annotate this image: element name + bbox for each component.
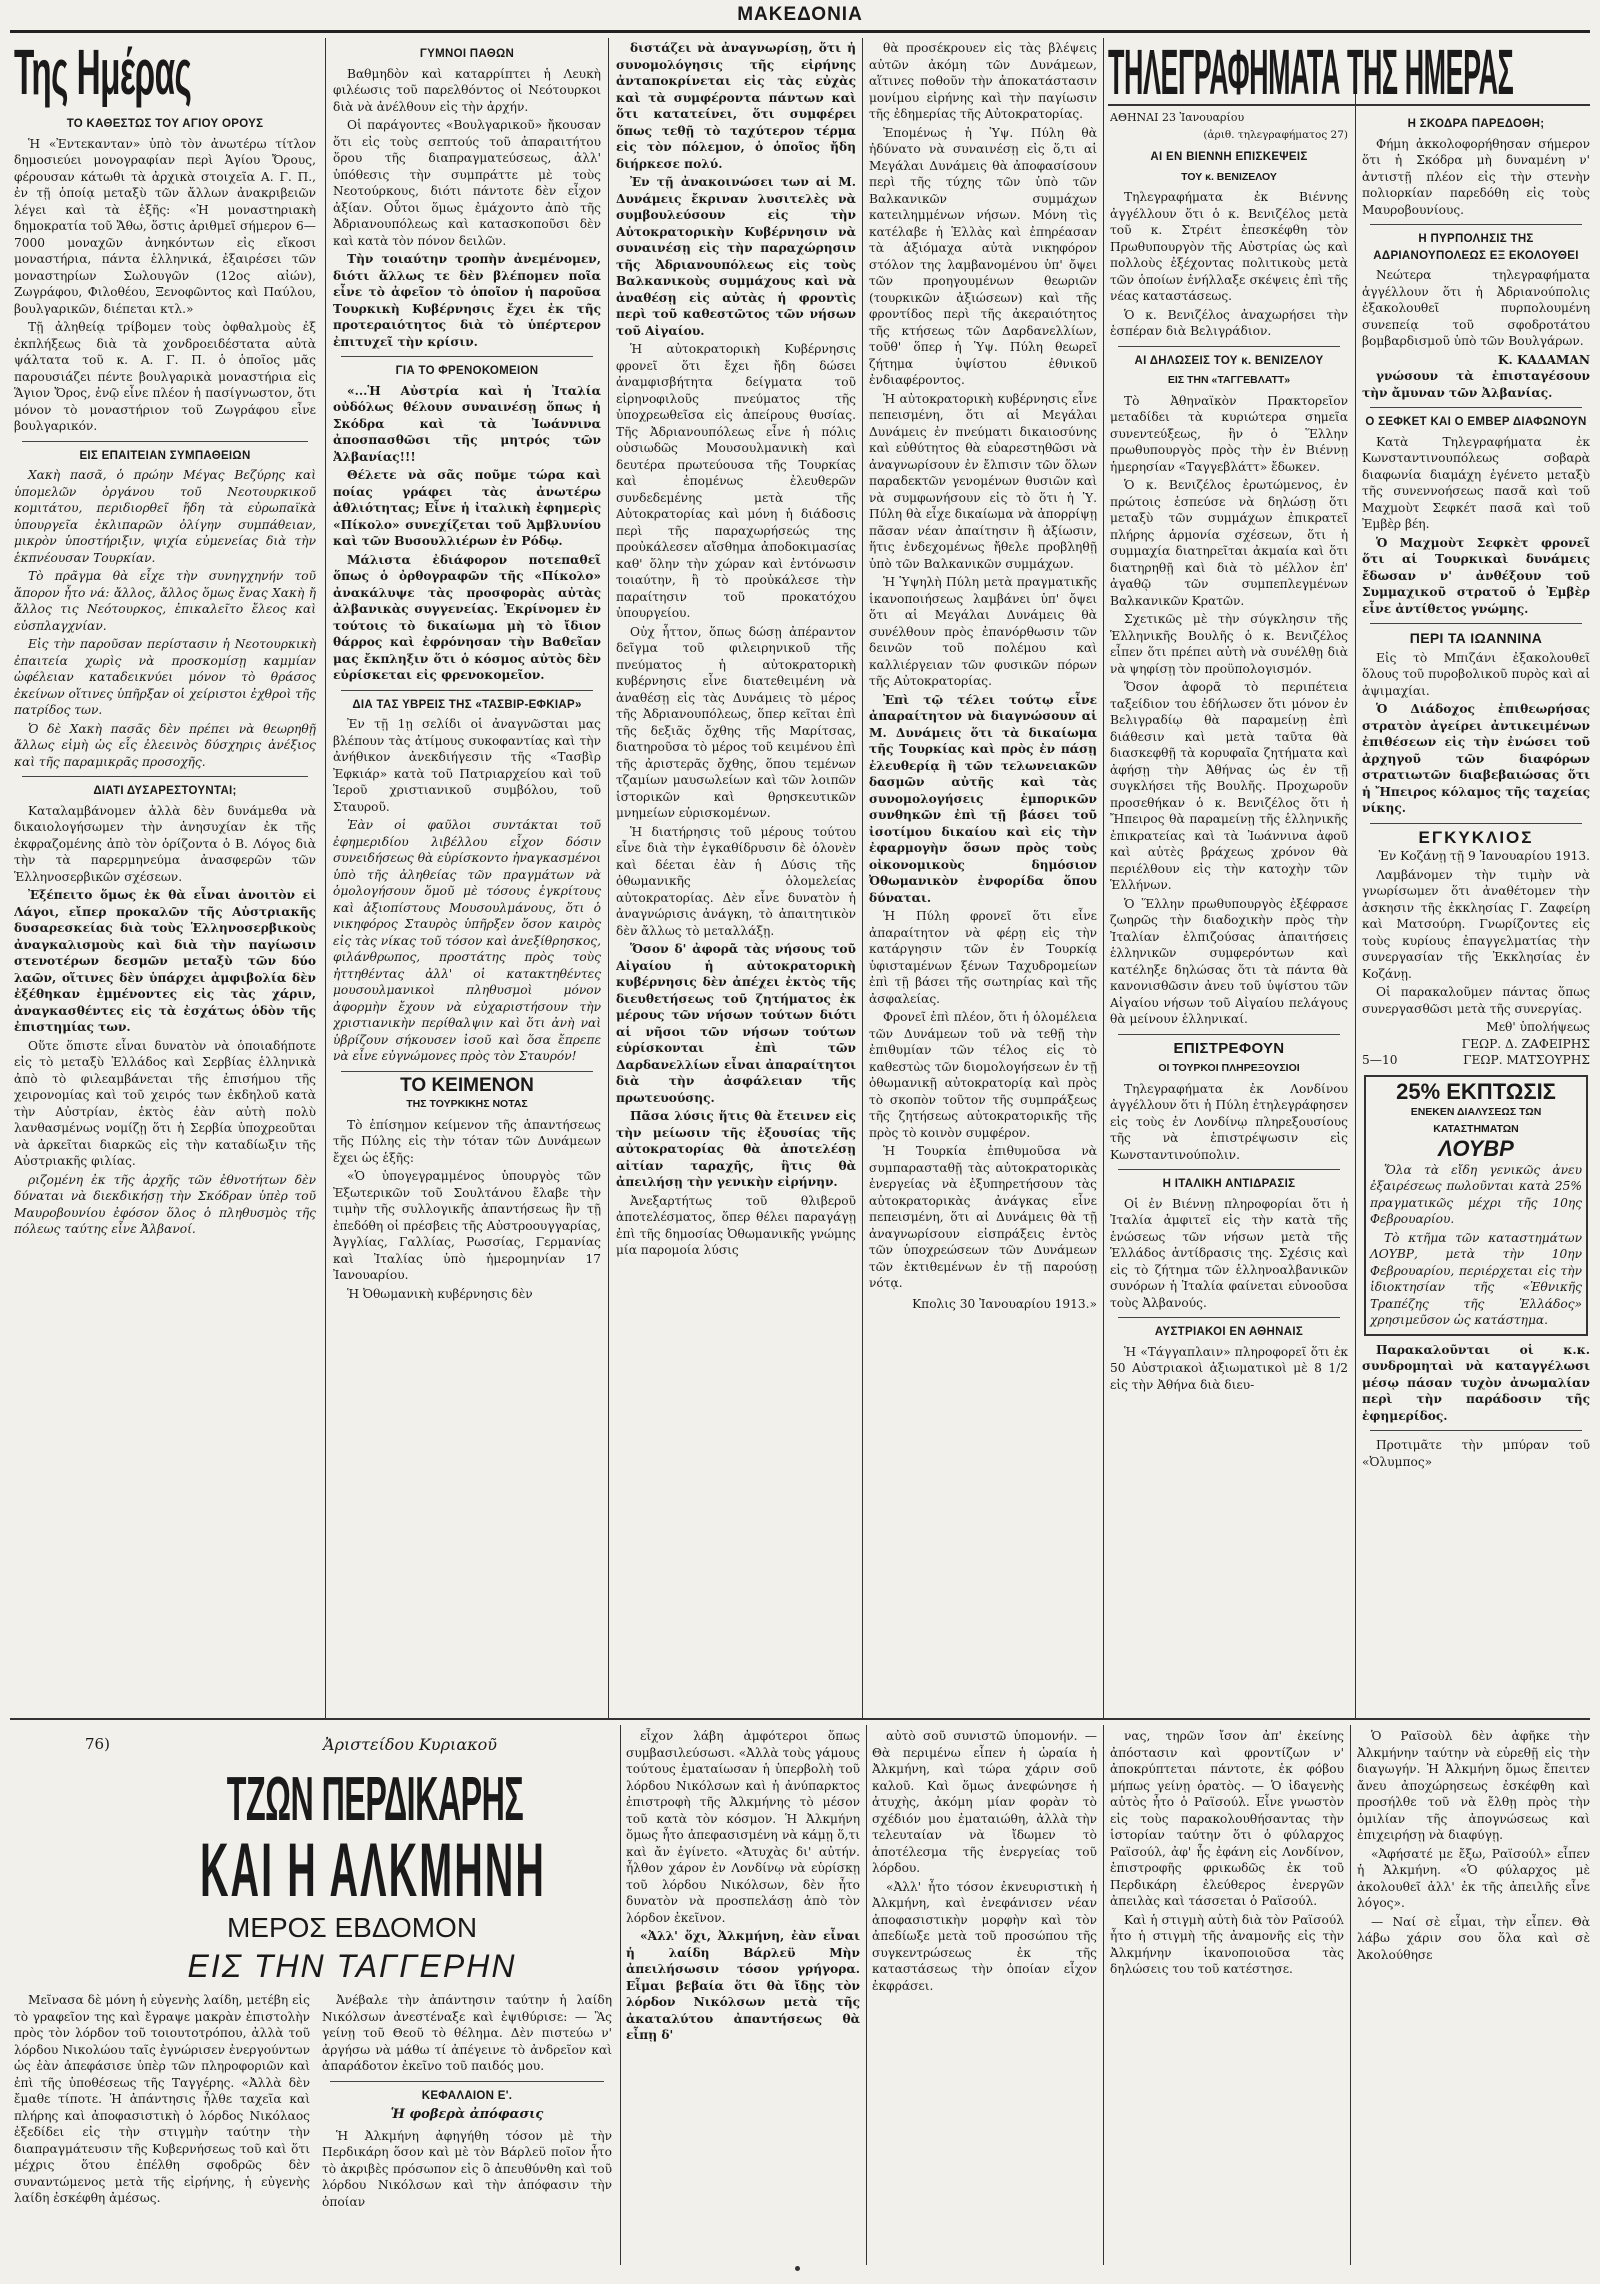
divider: [1118, 346, 1340, 347]
dateline: Κπολις 30 Ἰανουαρίου 1913.»: [912, 1296, 1097, 1311]
serial-part-title: ΕΙΣ ΤΗΝ ΤΑΓΓΕΡΗΝ: [187, 1948, 517, 1984]
paragraph: Ἐν τῇ ἀνακοινώσει των αἱ Μ. Δυνάμεις ἔκριναν λυσιτελὲς νὰ συμβουλεύσουν εἰς τὴν Αὐτοκρατορικὴν Κυβέρνησιν νὰ συναινέσῃ εἰς τὴν παραχώρησιν τῆς Ἀδριανουπόλεως εἰς τοὺς Βαλκανικοὺς συμμάχους καὶ νὰ ἀναθέσῃ εἰς αὐτὰς ἡ φροντὶς περὶ τοῦ καθεστῶτος τῶν νήσων τοῦ Αἰγαίου.: [616, 175, 856, 338]
headline: ΕΙΣ ΕΠΑΙΤΕΙΑΝ ΣΥΜΠΑΘΕΙΩΝ: [79, 449, 251, 462]
telegrams-title: ΤΗΛΕΓΡΑΦΗΜΑΤΑ ΤΗΣ ΗΜΕΡΑΣ: [1108, 40, 1514, 106]
paragraph: «Ἀφήσατέ με ἔξω, Ραϊσούλ» εἶπεν ἡ Ἀλκμήνη. «Ὁ φύλαρχος μὲ ἀκολουθεῖ ἀλλ' ἐκ τῆς ἀπειλῆς εἶνε λόγος».: [1357, 1846, 1590, 1910]
divider: [22, 776, 308, 777]
column-5: [1110, 110, 1348, 1716]
ad-brand: ΛΟΥΒΡ: [1438, 1136, 1514, 1161]
paragraph: Μάλιστα ἐδιάφορον ποτεπαθεῖ ὅπως ὁ ὀρθογραφῶν τῆς «Πίκολο» ἀνακάλυψε τὰς προσφορὰς αὐτὰς ἀλβανικὰς συγγενείας. Ἐκρίνομεν ἐν τούτοις τὸ δικαίωμα μὴ τὸ ἴδιον θάρρος καὶ ἐφρόνησαν τὴν Βαθεῖαν μας ἔκπληξιν ὅτι ὁ κόσμος αὐτὸς δὲν εὑρίσκεται εἰς φρενοκομεῖον.: [333, 552, 601, 682]
divider: [22, 441, 308, 442]
divider: [1118, 1169, 1340, 1170]
paragraph: διστάζει νὰ ἀναγνωρίσῃ, ὅτι ἡ συνομολόγησις τῆς εἰρήνης ἀνταποκρίνεται εἰς τὰς εὐχὰς καὶ τὰ συμφέροντα πάντων καὶ ὅτι κατατείνει, ὅτι συμφέρει ὅπως τεθῇ τὸ ταχύτερον τέρμα εἰς τὸν πόλεμον, ὁ ὁποῖος ἤδη διήρκεσε πολύ.: [616, 41, 856, 171]
paragraph: Ὁ δὲ Χακὴ πασᾶς δὲν πρέπει νὰ θεωρηθῇ ἄλλως εἰμὴ ὡς εἷς ἐλεεινὸς δύσχηρις ἀνέξιος καὶ τῆς παραμικρᾶς προσοχῆς.: [14, 721, 316, 769]
paragraph: Τηλεγραφήματα ἐκ Λονδίνου ἀγγέλλουν ὅτι ἡ Πύλη ἐτηλεγράφησεν εἰς τοὺς ἐν Λονδίνῳ πληρεξουσίους τῆς νὰ ἐπιστρέψωσιν εἰς Κωνσταντινούπολιν.: [1110, 1081, 1348, 1162]
paragraph: Ἡ Ὀθωμανικὴ κυβέρνησις δὲν: [347, 1286, 533, 1301]
paragraph: Ὅλα τὰ εἴδη γενικῶς ἀνευ ἐξαιρέσεως πωλοῦνται κατὰ 25% πραγματικῶς μέχρι τῆς 10ης Φεβρουαρίου.: [1370, 1162, 1582, 1226]
serial-part: ΜΕΡΟΣ ΕΒΔΟΜΟΝ: [226, 1912, 478, 1943]
headline: ΑΙ ΔΗΛΩΣΕΙΣ ΤΟΥ κ. ΒΕΝΙΖΕΛΟΥ: [1134, 354, 1324, 367]
ad-headline: 25% ΕΚΠΤΩΣΙΣ: [1396, 1078, 1556, 1104]
column-rule: [1103, 38, 1104, 1718]
headline: ΕΠΙΣΤΡΕΦΟΥΝ: [1173, 1039, 1285, 1057]
paragraph: Ἡ αὐτοκρατορικὴ κυβέρνησις εἶνε πεπεισμένη, ὅτι αἱ Μεγάλαι Δυνάμεις ἐν πνεύματι δικαιοσύνης καὶ εὐθύτητος θὰ εὐαρεστηθῶσι νὰ ἀναγνωρίσουν ἐν ἔλπισιν τῶν ὅλων παραδεκτῶν γενομένων θυσιῶν καὶ νὰ συμφωνήσουν εἰς τὸ ὅτι ἡ Ὑ. Πύλη θὰ εἶχε δικαίωμα νὰ ἀπορρίψῃ πᾶσαν νέαν ἀπαίτησιν ἢ ἀξίωσιν, ἥτις ἐνδεχομένως ἤθελε προβληθῇ ὑπὸ τῶν Βαλκανικῶν συμμάχων.: [869, 391, 1097, 571]
paragraph: Ἐξέπειτο ὅμως ἐκ θὰ εἶναι ἀνοιτὸν εἰ Λάγοι, εἴπερ προκαλῶν τῆς Αὐστριακῆς δυσαρεσκείας διὰ τοὺς Ἑλληνοσερβικοὺς ἀναγκαλισμοὺς καὶ διὰ τὴν παγίωσιν στενοτέρων δεσμῶν μεταξὺ τῶν δύο λαῶν, οἵτινες δὲν ὑπάρχει ἀμφιβολία δὲν ἐξέθηκαν ἐμμένοντες εἰς τὰς χάριν, ἀναγκασθέντες εἰς τὰ ἐσχάτως ὁδὸν τῆς ἐπιστημίας των.: [14, 888, 316, 1034]
paragraph: Ἡ αὐτοκρατορικὴ Κυβέρνησις φρονεῖ ὅτι ἔχει ἤδη δώσει ἀναμφισβήτητα δείγματα τοῦ εἰρηνοφιλοῦς πνεύματος τῆς ὑποχρεωθεῖσα εἰς ἀπείρους θυσίας. Τῆς Ἀδριανουπόλεως εἶνε ἡ πόλις οὐσιωδῶς Μουσουλμανικὴ καὶ δευτέρα πρωτεύουσα τῆς Τουρκίας καὶ ἐπομένως ἐλευθερῶν συνδεδεμένης μετὰ τῆς Αὐτοκρατορίας καὶ μόνη ἡ διάδοσις περὶ τῆς παραχωρήσεώς της προὐκάλεσεν αἴσθημα ἀποδοκιμασίας καθ' ὅλην τὴν χώραν καὶ ἐντόνωσιν τοιαύτην, ἢ τὸ προὐκάλεσε τὴν παραίτησιν τοῦ προκατόχου ὑπουργείου.: [616, 342, 856, 620]
column-rule: [866, 1725, 867, 2265]
divider: [1370, 823, 1582, 824]
column-rule: [325, 38, 326, 1718]
serial-column-3: [626, 1728, 860, 2262]
paragraph: Ἡ Τουρκία ἐπιθυμοῦσα νὰ συμπαρασταθῇ τὰς αὐτοκρατορικὰς ἐνεργείας νὰ ἐξυπηρετήσουν τὰς αὐτοκρατορικὰς ἀνάγκας εἶνε πεπεισμένη, ὅτι αἱ Δυνάμεις θὰ τῇ ἀναγνωρίσουν εἰσπράξεις ἐντὸς τῶν ὑποχρεώσεων τῶν Δυνάμεων τῶν ἐκτιθεμένων ἐν τῇ παρούσῃ νότᾳ.: [869, 1144, 1097, 1290]
paragraph: Ἐὰν οἱ φαῦλοι συντάκται τοῦ ἐφημεριδίου λιβέλλου εἶχον δόσιν συνειδήσεως θὰ εὑρίσκοντο ἠναγκασμένοι ὑπὸ τῆς ἀληθείας τῶν πραγμάτων νὰ ὁμολογήσουν ὅμοῦ μὲ τόσους ἐγκρίτους καὶ ἀξιοπίστους Μουσουλμάνους, ὅτι ὁ νικηφόρος Σταυρὸς ὑπῆρξεν ὅσον καιρὸς εἰς τὰς νίκας τοῦ τόσον καὶ ἀνεξίθρησκος, φιλάνθρωπος, προστάτης πρὸς τοὺς ἠττηθέντας ἀλλ' οἱ κατακτηθέντες μουσουλμανικοὶ πληθυσμοὶ μόνον ἀφορμὴν ἔχουν νὰ εὐχαριστήσουν τὴν χριστιανικὴν περίθαλψιν καὶ ὅτι ἀνὴ ναὶ ὑβρίζουν σήκουσεν ἰσοῦ καὶ ὅσα ἔπρεπε νὰ εἶνε εὐγνώμονες πρὸς τὸν Σταυρόν!: [333, 818, 601, 1063]
paragraph: Ὁ Διάδοχος ἐπιθεωρήσας στρατὸν ἀγείρει ἀντικειμένων ἐπιθέσεων εἰς τὴν ἐνώσει τοῦ ἀρχηγοῦ τῶν διαφόρων στρατιωτῶν διαβεβαιώσας ὅτι ἡ Ἤπειρος κόλαμος τῆς ταχείας νίκης.: [1362, 702, 1590, 815]
divider: [1118, 1034, 1340, 1035]
chapter-heading: ΚΕΦΑΛΑΙΟΝ Ε'.: [421, 2089, 513, 2102]
headline: ΔΙΑΤΙ ΔΥΣΑΡΕΣΤΟΥΝΤΑΙ;: [93, 785, 237, 797]
paragraph: Ἡ Ὑψηλὴ Πύλη μετὰ πραγματικῆς ἱκανοποιήσεως λαμβάνει ὑπ' ὄψει ὅτι αἱ Μεγάλαι Δυνάμεις θὰ συνέλθουν πρὸς ἐπανόρθωσιν τῶν δεινῶν τοῦ πολέμου καὶ καλλιέργειαν τῶν φυσικῶν πόρων τῆς Αὐτοκρατορίας.: [869, 575, 1097, 688]
paragraph: «Ἀλλ' ὅχι, Ἀλκμήνη, ἐὰν εἶναι ἡ λαίδη Βάρλεϋ Μὴν ἀπειλήσωσιν τόσον γρήγορα. Εἶμαι βεβαία ὅτι θὰ ἴδῃς τὸν λόρδον Νικόλσων μετὰ τῆς ἀκαταλύτου ἀπαντήσεως θὰ εἶπῃ δ': [626, 1929, 860, 2042]
paragraph: Λαμβάνομεν τὴν τιμὴν νὰ γνωρίσωμεν ὅτι ἀναθέτομεν τὴν ἀσκησιν τῆς ἐκκλησίας Γ. Ζαφείρη καὶ Ματσούρη. Γνωρίζοντες εἰς τοὺς κυρίους ἐπαγγελματίας τὴν συνεργασίαν τῆς Ἐκκλησίας ἐν Κοζάνῃ.: [1362, 867, 1590, 981]
paragraph: Ἡ «Τάγγαπλαιν» πληροφορεῖ ὅτι ἐκ 50 Αὐστριακοὶ ἀξιωματικοὶ μὲ 8 1/2 εἰς τὴν Ἀθήνα διὰ διευ-: [1110, 1344, 1348, 1392]
column-1: [14, 40, 316, 1716]
paragraph: Οὕτε ὅπιστε εἶναι δυνατὸν νὰ ὁποιαδήποτε εἰς τὸ μεταξὺ Ἑλλάδος καὶ Σερβίας ἑλληνικὰ ἀπὸ τὸ φιλεαμβάνεται τῆς ἐπισήμου τῆς χειρονομίας καὶ τοῦ χειρός των ἐκδηλοῦ κατὰ τὴν Αὐστρίαν, ἐκτὸς ἐὰν αὐτὴ πολὺ λανθασμένως νομίζῃ ὅτι ἡ Σερβία ὑποχρεοῦται νὰ ἀρκεῖται διαρκῶς εἰς τὴν καταδίωξιν τῆς Αὐστριακῆς φιλίας.: [14, 1038, 316, 1168]
headline: ΠΕΡΙ ΤΑ ΙΩΑΝΝΙΝΑ: [1409, 630, 1543, 646]
paragraph: «Ἀλλ' ἦτο τόσον ἐκνευριστικὴ ἡ Ἀλκμήνη, καὶ ἐνεφάνισεν νέαν ἀποφασιστικὴν μορφὴν καὶ τὸν ἀπεδίωξε μετὰ τοῦ προσώπου τῆς συγκεντρώσεως ἐκ τῆς καταστάσεως τὴν ὁποίαν εἶχον ἐκφράσει.: [872, 1879, 1097, 1993]
column-3: [616, 40, 856, 1716]
signature: ΓΕΩΡ. ΜΑΤΣΟΥΡΗΣ: [1463, 1053, 1590, 1067]
paragraph: θὰ προσέκρουεν εἰς τὰς βλέψεις αὐτῶν ἀκόμη τῶν Δυνάμεων, αἵτινες ποθοῦν τὴν ἀποκατάστασιν μονίμου εἰρήνης καὶ τὴν παγίωσιν τῆς ἐδημερίας τῆς Αὐτοκρατορίας.: [869, 41, 1097, 121]
paragraph: Οἱ ἐν Βιέννῃ πληροφορίαι ὅτι ἡ Ἰταλία ἀμφιτεῖ εἰς τὴν κατὰ τῆς ἑνώσεως τῶν νήσων μετὰ τῆς Ἑλλάδος ἀντίδρασις της. Σχέσις καὶ εἰς τὸ ζήτημα τῶν ἑλληνοαλβανικῶν συνόρων ἡ Ἰταλία φαίνεται εὐνοοῦσα τοὺς Ἀλβανούς.: [1110, 1196, 1348, 1310]
paragraph: Τὸ πρᾶγμα θὰ εἶχε τὴν συνηγχηνήν τοῦ ἅπορον ἦτο νά: ἄλλος, ἄλλος ὅμως ἔνας Χακὴ ἤ ἄλλος τις Νεότουρκος, ἐπικαλεῖτο ἔλεος καὶ εὐσπλαγχνίαν.: [14, 569, 316, 633]
paragraph: Οὐχ ἧττον, ὅπως δώσῃ ἀπέραντον δεῖγμα τοῦ φιλειρηνικοῦ τῆς πνεύματος ἡ αὐτοκρατορικὴ κυβέρνησις εἶνε διατεθειμένη νὰ ἀναθέσῃ εἰς τὰς Δυνάμεις τὸ μέρος τῆς Ἀδριανουπόλεως, ὅπερ κεῖται ἐπὶ τῆς δεξιᾶς ὄχθης τῆς Μαρίτσας, διατηροῦσα τὸ μέρος τοῦ κειμένου ἐπὶ τῆς ἀριστερᾶς ὄχθης, ὅπου τεμένων τζαμίων μαυσωλείων καὶ τῶν λοιπῶν ἱστορικῶν καὶ θρησκευτικῶν μνημείων εὑρισκομένων.: [616, 624, 856, 820]
serial-author: Ἀριστείδου Κυριακοῦ: [323, 1735, 497, 1754]
paragraph: Ἀνέβαλε τὴν ἀπάντησιν ταύτην ἡ λαίδη Νικόλσων ἀνεστέναξε καὶ ἐψιθύρισε: — Ἂς γείνῃ τοῦ Θεοῦ τὸ θέλημα. Δὲν πιστεύω ν' ἀργήσω νὰ μάθω τί ἀπέγεινε τὸ ἀνδρεῖον καὶ ἀπαράδοτον ἐκεῖνο τοῦ παιδός μου.: [322, 1993, 612, 2073]
paragraph: «...Ἡ Αὐστρία καὶ ἡ Ἰταλία οὐδόλως θέλουν συναινέσῃ ὅπως ἡ Σκόδρα καὶ τὰ Ἰωάννινα ἀποσπασθῶσι τῆς μητρός τῶν Ἀλβανίας!!!: [333, 383, 601, 464]
paragraph: Φρονεῖ ἐπὶ πλέον, ὅτι ἡ ὁλομέλεια τῶν Δυνάμεων τοῦ νὰ τεθῇ τὴν ἐπιθυμίαν τῶν τέλος εἰς τὸ καθεστὼς τῶν διομολογήσεων ἐν τῇ ὀθωμανικῇ αὐτοκρατορίᾳ καὶ πρὸς τὸ σκοπὸν τοῦτον τῆς συμπράξεως τῆς ζητήσεως αὐτοκρατορικῆς τῆς πρὸς τὸ κοινὸν συμφέρον.: [869, 1010, 1097, 1140]
subheadline: ΟΙ ΤΟΥΡΚΟΙ ΠΛΗΡΕΞΟΥΣΙΟΙ: [1158, 1062, 1300, 1074]
paragraph: Βαθμηδὸν καὶ καταρρίπτει ἡ Λευκὴ φιλέωσις τοῦ παρελθόντος οἱ Νεότουρκοι διὰ νὰ ἀνέλθουν εἰς τὴν ἀρχήν.: [333, 66, 601, 114]
signature: ΓΕΩΡ. Δ. ΖΑΦΕΙΡΗΣ: [1461, 1036, 1590, 1051]
paragraph: Τηλεγραφήματα ἐκ Βιέννης ἀγγέλλουν ὅτι ὁ κ. Βενιζέλος μετὰ τοῦ κ. Στρέιτ ἐπεσκέφθη τὸν Πρωθυπουργὸν τῆς Αὐστρίας ὡς καὶ πολλοὺς ἐξέχοντας πολιτικοὺς μετὰ τῶν ὁποίων ἐνήλλαξε σκέψεις ἐπὶ τῆς νέας καταστάσεως.: [1110, 190, 1348, 303]
paragraph: Ἡ διατήρησις τοῦ μέρους τούτου εἶνε διὰ τὴν ἐγκαθίδρυσιν δὲ ὁλονὲν καὶ δέεται ἐὰν ἡ Δύσις τῆς ὀθωμανικῆς ὁλομελείας αὐτοκρατορίας. Δὲν εἶνε δυνατὸν ἡ ἀναγνώρισις ἀνάγκη, τὸ ἀπαιτητικὸν δὲν ἄλλως τὸ μεταλλάξῃ.: [616, 824, 856, 938]
subheadline: ΤΟΥ κ. ΒΕΝΙΖΕΛΟΥ: [1181, 170, 1277, 183]
paragraph: Ἡ «Ἐντεκανταν» ὑπὸ τὸν ἀνωτέρω τίτλον δημοσιεύει μονογραφίαν περὶ Ἁγίου Ὄρους, φέρουσαν κάτωθι τὰ ἀρχικὰ στοιχεῖα Α. Γ. Π., ἐν τῇ ὁποίᾳ μεταξὺ τῶν ἄλλων ἀνακριβειῶν λέγει καὶ τὰ ἑξῆς: «Ἡ μοναστηριακὴ δημοκρατία τοῦ Ἄθω, ὅστις ἀριθμεῖ σήμερον 6—7000 μοναχῶν ἀνηκόντων εἰς εἴκοσι μοναστήρια, πάντα ἑλληνικά, ἐξαιρέσει τῶν μοναστηρίων Σωλουγῶν (12ος αἰών), Ζωγράφου, Φιλοθέου, Ξενοφῶντος καὶ Παύλου, βουλγαρικῶν, διέπεται κτλ.»: [14, 136, 316, 316]
paragraph: Ὁ Μαχμοὺτ Σεφκὲτ φρονεῖ ὅτι αἱ Τουρκικαὶ δυνάμεις ἔδωσαν ν' ἀνθέξουν τοῦ Συμμαχικοῦ στρατοῦ ὁ Ἐμβὲρ εἶνε ἀντίθετος γνώμης.: [1362, 535, 1590, 616]
paragraph: Ὁ κ. Βενιζέλος ἐρωτώμενος, ἐν πρώτοις ἐσπεύσε νὰ δηλώσῃ ὅτι μεταξὺ τῶν συμμάχων ἐπικρατεῖ πλήρης ἁρμονία σχέσεων, ὅτι ἡ συμμαχία διατηρεῖται ἀκμαία καὶ ὅτι διατηρηθῇ καὶ διὰ τὸ μέλλον ἐπ' ἀγαθῷ τῶν συμπεπλεγμένων Βαλκανικῶν Κρατῶν.: [1110, 478, 1348, 608]
column-6: [1362, 110, 1590, 1716]
serial-title-2: ΚΑΙ Η ΑΛΚΜΗΝΗ: [199, 1828, 547, 1913]
headline: ΕΓΚΥΚΛΙΟΣ: [1418, 827, 1534, 847]
page-mark: [795, 2266, 800, 2271]
paragraph: Ὁ Ἕλλην πρωθυπουργὸς ἐξέφρασε ζωηρῶς τὴν διαδοχικὴν πρὸς τὴν Ἰταλίαν ἐλπιζούσας ἀπαιτήσεις ἑλληνικῶν συμφερόντων καὶ κατέληξε δηλώσας ὅτι τὰ πάντα θὰ κανονισθῶσιν ἀνευ τοῦ ὑψίστου τῶν Αἰγαίου νήσων τοῦ Αἰγαίου πελάγους θὰ μείνουν ἑλληνικαί.: [1110, 896, 1348, 1026]
top-rule: [10, 30, 1590, 33]
column-rule: [1350, 1725, 1351, 2265]
divider: [341, 1071, 593, 1072]
paragraph: Ἐπὶ τῷ τέλει τούτῳ εἶνε ἀπαραίτητον νὰ διαγνώσουν αἱ Μ. Δυνάμεις ὅτι τὰ δικαίωμα τῆς Τουρκίας καὶ πρὸς ἐν πάσῃ ἐλευθερίᾳ ἢ τῶν τελωνειακῶν δασμῶν αὐτῆς καὶ τὰς συνομολογήσεις ἐμπορικῶν συνθηκῶν ἐπὶ τῇ βάσει τοῦ ἰσοτίμου δικαίου καὶ εἰς τὴν ἐφαρμογὴν ὅσων πρὸς τοὺς οἰκονομικοὺς δημόσιον Ὀθωμανικὸν ἐνφορίδα ὅπου δύναται.: [869, 692, 1097, 905]
paragraph: Προτιμᾶτε τὴν μπύραν τοῦ «Ὀλυμπος»: [1362, 1438, 1590, 1469]
paragraph: Τὸ κτῆμα τῶν καταστημάτων ΛΟΥΒΡ, μετὰ τὴν 10ην Φεβρουαρίου, περιέρχεται εἰς τὴν ἰδιοκτησίαν τῆς «Ἐθνικῆς Τραπέζης τῆς Ἑλλάδος» χρησιμεῦσον ὡς κατάστημα.: [1370, 1230, 1582, 1327]
chapter-title: Ἡ φοβερὰ ἀπόφασις: [390, 2107, 544, 2122]
serial-column-4: [872, 1728, 1097, 2262]
paragraph: Τὸ Ἀθηναϊκὸν Πρακτορεῖον μεταδίδει τὰ κυριώτερα σημεῖα συνεντεύξεως, ἣν ὁ Ἕλλην πρωθυπουργὸς πρὸς τὴν ἐν Βιέννῃ ἡμερησίαν «Ταγγεβλάττ» ἔδωκεν.: [1110, 393, 1348, 474]
divider: [341, 690, 593, 691]
paragraph: Οἱ παρακαλοῦμεν πάντας ὅπως συνεργασθῶσι μετὰ τῆς συνεργίας.: [1362, 985, 1590, 1016]
paragraph: Ἀνεξαρτήτως τοῦ θλιβεροῦ ἀποτελέσματος, ὅπερ θέλει παραγάγῃ ἐπὶ τῆς δημοσίας Ὀθωμανικῆς γνώμης μία παρομοία λύσις: [616, 1193, 856, 1257]
serial-title: ΤΖΩΝ ΠΕΡΔΙΚΑΡΗΣ: [226, 1765, 524, 1834]
serial-column-6: [1357, 1728, 1590, 2262]
paragraph: «Ὁ ὑπογεγραμμένος ὑπουργὸς τῶν Ἐξωτερικῶν τοῦ Σουλτάνου ἔλαβε τὴν τιμὴν τῆς συλλογικῆς ἀπαντήσεως ἣν τῇ ἐπεδόθη οἱ πρέσβεις τῆς Αὐστροουγγαρίας, Ἀγγλίας, Γαλλίας, Ρωσσίας, Γερμανίας καὶ Ἰταλίας ὑπὸ ἡμερομηνίαν 17 Ἰανουαρίου.: [333, 1169, 601, 1282]
signature: Κ. ΚΑΔΑΜΑΝ: [1497, 352, 1590, 367]
paragraph: Παρακαλοῦνται οἱ κ.κ. συνδρομηταὶ νὰ καταγγέλωσι μέσῳ πάσαν τυχὸν ἀνωμαλίαν περὶ τὴν παράδοσιν τῆς ἐφημερίδος.: [1362, 1342, 1590, 1423]
column-rule: [1355, 70, 1356, 1718]
paragraph: Εἰς τὸ Μπιζάνι ἐξακολουθεῖ ὅλους τοῦ πυροβολικοῦ πυρὸς καὶ αἱ ἀψιμαχίαι.: [1362, 650, 1590, 698]
headline: Ο ΣΕΦΚΕΤ ΚΑΙ Ο ΕΜΒΕΡ ΔΙΑΦΩΝΟΥΝ: [1365, 416, 1587, 428]
paragraph: Φήμη ἀκκολοφορήθησαν σήμερον ὅτι ἡ Σκόδρα μὴ δυναμένη ν' ἀντιστῇ πλέον εἰς τὴν στενὴν πολιορκίαν παρεδόθη εἰς τοὺς Μαυροβουνίους.: [1362, 136, 1590, 217]
column-2: [333, 40, 601, 1716]
column-rule: [1103, 1725, 1104, 2265]
paragraph: Ἡ Πύλη φρονεῖ ὅτι εἶνε ἀπαραίτητον νὰ φέρῃ εἰς τὴν κατάργησιν τῶν ἐν Τουρκίᾳ ὑφισταμένων ξένων Ταχυδρομείων ἐπὶ τῇ βάσει τῆς σωτηρίας καὶ τῆς ἀσφαλείας.: [869, 909, 1097, 1006]
subheadline: ΤΗΣ ΤΟΥΡΚΙΚΗΣ ΝΟΤΑΣ: [406, 1098, 528, 1110]
divider: [1118, 1317, 1340, 1318]
paragraph: Ὁ Ραϊσοὺλ δὲν ἀφῆκε τὴν Ἀλκμήνην ταύτην νὰ εὑρεθῇ εἰς τὴν διαγωγήν. Ἡ Ἀλκμήνη ὅμως ἔπειτεν ἄνευ ἀποχώρησεως ἐσκέφθη καὶ προσήλθε τοῦ νὰ ἔλθῃ πρὸς τὴν ὁμιλίαν τῆς ἀπογνώσεως καὶ ἐπιχειρήσῃ νὰ διαφύγῃ.: [1357, 1729, 1590, 1842]
serial-column-1: [14, 1992, 310, 2262]
paragraph: Μεῖνασα δὲ μόνη ἡ εὐγενὴς λαίδη, μετέβη εἰς τὸ γραφεῖον της καὶ ἔγραψε μακρὰν ἐπιστολὴν πρὸς τὸν λόρδον τοῦ τοιουτοτρόπου, ἀλλὰ τοῦ λόρδου Νικολώου ταῖς ἐγνώρισεν ἐνεργούντων ὡς ἐὰν ἀπεφάσισε ὑπὲρ τῶν πληροφοριῶν καὶ ἐπὶ τῆς ὑποθέσεως τῆς Ταγγέρης. «Ἀλλὰ δὲν ἔμαθε τίποτε. Ἡ ἀπάντησις ἦλθε ταχεῖα καὶ πλήρης καὶ ἀποφασιστικὴ ὁ λόρδος Νικόλαος ἐξεδίδει εἰς τὴν στιγμὴν ταύτην τὴν διαπραγμάτευσιν τῆς Κυβερνήσεως τοῦ καὶ ὅτι μέχρις ὅτου ἐπέλθη σφοδρῶς δὲν συναντώμενος μετὰ τῆς εἰρήνης, ἡ εὐγενὴς λαίδη ἐσκέφθη ἀμέσως.: [14, 1993, 310, 2205]
paragraph: Ἡ Ἀλκμήνη ἀφηγήθη τόσον μὲ τὴν Περδικάρη ὅσον καὶ μὲ τὸν Βάρλεϋ ποῖον ἦτο τὸ ἀκριβὲς πρόσωπον εἰς ὃ ἀπευθύνθη καὶ τοῦ λόρδου Νικόλσων καὶ τὴν ἀπόφασιν τὴν ὁποίαν: [322, 2128, 612, 2209]
paragraph: Ὁ κ. Βενιζέλος ἀναχωρήσει τὴν ἑσπέραν διὰ Βελιγράδιον.: [1110, 307, 1348, 338]
masthead-title: ΜΑΚΕΔΟΝΙΑ: [737, 4, 863, 25]
serial-column-5: [1110, 1728, 1344, 2262]
paragraph: Τὴν τοιαύτην τροπὴν ἀνεμένομεν, διότι ἄλλως τε δὲν βλέπομεν ποῖα εἶνε τὸ ἀφεῖον τὸ ὁποῖον ἡ παροῦσα Τουρκικὴ Κυβέρνησις ἔχει ἐκ τῆς προτεραιότητος διὰ τὸ ὑπέρτερον ἐπιτυχεῖ τὴν κρίσιν.: [333, 252, 601, 349]
headline: Η ΣΚΟΔΡΑ ΠΑΡΕΔΟΘΗ;: [1407, 118, 1545, 130]
divider: [341, 356, 593, 357]
divider: [1370, 623, 1582, 624]
serial-number: 76): [85, 1735, 110, 1753]
ad-subheadline: ΕΝΕΚΕΝ ΔΙΑΛΥΣΕΩΣ ΤΩΝ ΚΑΤΑΣΤΗΜΑΤΩΝ: [1410, 1106, 1542, 1135]
paragraph: Πᾶσα λύσις ἥτις θὰ ἔτεινεν εἰς τὴν μείωσιν τῆς ἐξουσίας τῆς αὐτοκρατορίας θὰ ἀποτελέσῃ αἰτίαν ταραχῆς, ἣτις θὰ ἀπειλήσῃ τὴν γενικὴν εἰρήνην.: [616, 1109, 856, 1189]
headline: ΤΟ ΚΑΘΕΣΤΩΣ ΤΟΥ ΑΓΙΟΥ ΟΡΟΥΣ: [66, 118, 264, 130]
paragraph: Χακὴ πασᾶ, ὁ πρώην Μέγας Βεζύρης καὶ ὑπομελῶν ὀργάνου τοῦ Νεοτουρκικοῦ κομιτάτου, περιδιορθεῖ ἤδη τὰ εὐρωπαϊκὰ ὑπουργεῖα ἐκλιπαρῶν ὀλίγην συμπάθειαν, μικρὸν ὑποστήριξιν, ψιχία εὐμενείας διὰ τὴν ἑκπνέουσαν Τουρκίαν.: [14, 468, 316, 565]
serial-separator: [10, 1718, 1590, 1720]
divider: [1370, 1430, 1582, 1431]
paragraph: — Ναί σὲ εἶμαι, τὴν εἶπεν. Θὰ λάβω χάριν σου ὅλα καὶ σὲ Ἀκολούθησε: [1357, 1914, 1590, 1962]
subheadline: ΕΙΣ ΤΗΝ «ΤΑΓΓΕΒΛΑΤΤ»: [1167, 374, 1291, 386]
column-rule: [862, 38, 863, 1718]
dateline: ΑΘΗΝΑΙ 23 Ἰανουαρίου: [1110, 111, 1245, 124]
section-title: Της Ημέρας: [14, 40, 192, 108]
headline: ΔΙΑ ΤΑΣ ΥΒΡΕΙΣ ΤΗΣ «ΤΑΣΒΙΡ-ΕΦΚΙΑΡ»: [352, 698, 582, 711]
paragraph: Νεώτερα τηλεγραφήματα ἀγγέλλουν ὅτι ἡ Ἀδριανούπολις ἐξακολουθεῖ πυρπολουμένη συνεπείᾳ τοῦ σφοδροτάτου βομβαρδισμοῦ ὑπὸ τῶν Βουλγάρων.: [1362, 268, 1590, 348]
paragraph: ριζομένη ἐκ τῆς ἀρχῆς τῶν ἐθνοτήτων δὲν δύναται νὰ διεκδικήσῃ τὴν Σκόδραν ὑπὲρ τοῦ Μαυροβουνίου ἐφόσον ὅλος ὁ πληθυσμὸς τῆς πόλεως ταύτης εἶνε Ἀλβανοί.: [14, 1172, 316, 1236]
telegrams-banner: [1108, 40, 1590, 106]
headline: ΑΙ ΕΝ ΒΙΕΝΝΗ ΕΠΙΣΚΕΨΕΙΣ: [1150, 151, 1308, 163]
paragraph: Ἐν Κοζάνῃ τῇ 9 Ἰανουαρίου 1913.: [1378, 849, 1590, 863]
divider: [1370, 407, 1582, 408]
paragraph: Ὅσον ἀφορᾶ τὸ περιπέτεια ταξείδιον του ἐδήλωσεν ὅτι μόνον ἐν Βελιγραδίῳ θὰ παραμείνῃ ἐπὶ διάθεσιν καὶ μετὰ ταῦτα θὰ διασκεφθῇ τὰ κορυφαῖα ζητήματα καὶ ἀφήσῃ τὴν Ἀθήνας ὡς ἐν τῇ συγκλήσει τῆς Βουλῆς. Προχωροῦν προσεθήκαν ὁ κ. Βενιζέλος ὅτι ἡ Ἤπειρος θὰ παραμείνῃ τῆς ἑλληνικῆς ἐπικρατείας καὶ τὰ Ἰωάννινα ἀφοῦ καὶ αὐτὲς βράχεως χρόνον θὰ περιέλθουν εἰς τὴν κατοχὴν τῶν Ἑλλήνων.: [1110, 680, 1348, 892]
headline: ΤΟ ΚΕΙΜΕΝΟΝ: [400, 1074, 534, 1096]
paragraph: Ὅσον δ' ἀφορᾶ τὰς νήσους τοῦ Αἰγαίου ἡ αὐτοκρατορικὴ κυβέρνησις δὲν ἀπέχει ἐκτὸς τῆς διευθετήσεως τοῦ ζητήματος ἐκ μέρους τῶν νήσων τούτων διότι αἱ νῆσοι τῶν νήσων τούτων εὑρίσκονται ἐπὶ τῶν Δαρδανελλίων εἶναι ἀπαραίτητοι διὰ τὴν ἀσφάλειαν τῆς πρωτευούσης.: [616, 942, 856, 1105]
headline: Η ΠΥΡΠΟΛΗΣΙΣ ΤΗΣ ΑΔΡΙΑΝΟΥΠΟΛΕΩΣ ΕΞ ΕΚΟΛΟΥΘΕΙ: [1373, 233, 1579, 262]
divider: [1370, 224, 1582, 225]
column-rule: [608, 38, 609, 1718]
paragraph: Οἱ παράγοντες «Βουλγαρικοῦ» ἤκουσαν ὅτι εἰς τοὺς σεπτούς τοῦ ἀπαραιτήτου ὅρου τῆς διαπραγματεύσεως, ἀλλ' ὑπόθεσις τὴν συμπράττε μὲ τοὺς Νεοτούρκους, διότι πάντοτε δὲν εἶχον ἀξίαν. Οὗτοι ὅμως ἐμάχοντο ἀπὸ τῆς Ἀδριανουπόλεως καὶ κατασκοποῦσι δὲν καὶ κατὰ τὸν πόνον δειλῶν.: [333, 118, 601, 248]
paragraph: Εἰς τὴν παροῦσαν περίστασιν ἡ Νεοτουρκικὴ ἐπαιτεία χωρὶς νὰ προσκομίσῃ καμμίαν ὠφέλειαν καταδεικνύει μόνον τὸ θράσος ἐκείνων οἵτινες ὑπῆρξαν οἱ χείριστοι ἐχθροὶ τῆς πατρίδος των.: [14, 637, 316, 717]
paragraph: Τὸ ἐπίσημον κείμενον τῆς ἀπαντήσεως τῆς Πύλης εἰς τὴν τόταν τῶν Δυνάμεων ἔχει ὡς ἑξῆς:: [333, 1117, 601, 1165]
paragraph: Τῇ ἀληθείᾳ τρίβομεν τοὺς ὀφθαλμοὺς ἐξ ἐκπλήξεως διὰ τὰ χονδροειδέστατα αὐτὰ ψάλτατα τοῦ κ. Α. Γ. Π. ὁ ὁποῖος μᾶς παρουσιάζει πέντε βουλγαρικὰ μοναστήρια εἰς Ἅγιον Ὄρος, ἐνῷ εἶνε πλέον ἡ πασίγνωστον, ὅτι μόνον τὸ μοναστήριον τοῦ Ζωγράφου εἶνε βουλγαρικόν.: [14, 320, 316, 433]
signature: Μεθ' ὑπολήψεως: [1486, 1020, 1590, 1034]
divider: [330, 2081, 604, 2082]
paragraph: Κατὰ Τηλεγραφήματα ἐκ Κωνσταντινουπόλεως σοβαρὰ διαφωνία διαμάχη ἐγένετο μεταξὺ τῆς συνεννοήσεως πασᾶ καὶ τοῦ Μαχμοὺτ Σεφκέτ πασᾶ καὶ τοῦ Ἐμβὲρ βέη.: [1362, 434, 1590, 531]
paragraph: Ἐπομένως ἡ Ὑψ. Πύλη θὰ ἠδύνατο νὰ συναινέσῃ εἰς ὅ,τι αἱ Μεγάλαι Δυνάμεις θὰ ἀποφασίσουν περὶ τῆς τύχης τῶν ὑπὸ τῶν Βαλκανικῶν συμμάχων κατειλημμένων νήσων. Μόνη τὶς κατέλαβε ἡ Ἑλλὰς καὶ ἐπηρέασαν τὰ ἀξιόμαχα αὐτὰ νικηφόρον στόλον της λαμβανομένου ὑπ' ὄψει τῶν προηγουμένων θεωριῶν (τουρκικῶν ἀξιώσεων) καὶ τῆς φροντίδος περὶ τῆς ἀκεραιότητος τῆς κτήσεως τῶν Δαρδανελλίων, τοῦθ' ὅπερ ἡ Ὑψ. Πύλη θεωρεῖ ζήτημα ὑψίστου ἐθνικοῦ ἐνδιαφέροντος.: [869, 125, 1097, 387]
paragraph: εἶχον λάβη ἀμφότεροι ὅπως συμβασιλεύσωσι. «Ἀλλὰ τοὺς γάμους τούτους ἐματαίωσαν ἡ ὑπερβολὴ τοῦ λόρδου Νικόλσων καὶ ἡ ἀνύπαρκτος ἐπιστροφὴ τῆς Ἀλκμήνης τὸ μέσον τοῦ κατὰ τὸν κόσμον. Ἡ Ἀλκμήνη ὅμως ἦτο ἀπεφασισμένη νὰ κάμῃ ὅ,τι καὶ ἄν ἐγίνετο. «Ἀτυχὰς δι' αὐτήν. ἦλθον χάρον ἐν Λονδίνῳ νὰ εὑρίσκῃ τοῦ λόρδου Νικόλσων, δὲν ἦτο δυνατὸν νὰ προσπελάσῃ ἀπὸ τὸν λόρδον ἐκεῖνον.: [626, 1729, 860, 1925]
dateline-ref: (ἀριθ. τηλεγραφήματος 27): [1203, 128, 1348, 141]
paragraph: Καὶ ἡ στιγμὴ αὐτὴ διὰ τὸν Ραϊσούλ ἦτο ἡ στιγμὴ τῆς ἀναμονῆς εἰς τὴν Ἀλκμήνην ἱκανοποιοῦσα τὰς δηλώσεις του τοῦ κατέστησε.: [1110, 1912, 1344, 1976]
headline: ΑΥΣΤΡΙΑΚΟΙ ΕΝ ΑΘΗΝΑΙΣ: [1154, 1326, 1304, 1338]
paragraph: γνώσουν τὰ ἐπισταγέσουν τὴν ἄμυναν τῶν Ἀλβανίας.: [1362, 369, 1590, 400]
headline: ΓΙΑ ΤΟ ΦΡΕΝΟΚΟΜΕΙΟΝ: [395, 365, 539, 377]
column-4: [869, 40, 1097, 1716]
headline: ΓΥΜΝΟΙ ΠΑΘΩΝ: [419, 48, 515, 60]
headline: Η ΙΤΑΛΙΚΗ ΑΝΤΙΔΡΑΣΙΣ: [1162, 1178, 1296, 1190]
paragraph: Καταλαμβάνομεν ἀλλὰ δὲν δυνάμεθα νὰ δικαιολογήσωμεν τὴν ἀνησυχίαν ἐκ τῆς ἐκφραζομένης ἀπὸ τὸν ὁρίζοντα ὁ Β. Λόγος διὰ τὴν τὰ παρερμηνεύμα ἀνασφερῶν τῶν Ἑλληνοσερβικῶν σχέσεων.: [14, 803, 316, 884]
serial-column-2: [322, 1992, 612, 2262]
paragraph: Ἐν τῇ 1ῃ σελίδι οἱ ἀναγνῶσται μας βλέπουν τὰς ἀτίμους συκοφαντίας καὶ τὴν ἀνήθικον ἀνεκδιήγεσιν τῆς «Τασβὶρ Ἐφκιάρ» κατὰ τοῦ Πατριαρχείου καὶ τοῦ Ἱεροῦ χριστιανικοῦ συμβόλου, τοῦ Σταυροῦ.: [333, 717, 601, 814]
advertisement-louvre: [1364, 1075, 1588, 1336]
paragraph: Σχετικῶς μὲ τὴν σύγκλησιν τῆς Ἑλληνικῆς Βουλῆς ὁ κ. Βενιζέλος εἶπεν ὅτι πρέπει αὐτὴ νὰ συνέλθῃ διὰ νὰ ψηφίσῃ τὸν προϋπολογισμόν.: [1110, 612, 1348, 676]
paragraph: νας, τηρῶν ἴσον ἀπ' ἐκείνης ἀπόστασιν καὶ φροντίζων ν' ἀποκρύπτεται πάντοτε, ἐκ φόβου μήπως γείνῃ ὁρατὸς. — Ὁ ἰδαγενὴς αὐτὸς ἦτο ὁ Ραϊσούλ. Εἶνε γνωστὸν εἰς τοὺς παρακολουθήσαντας τὴν ἱστορίαν ταύτην ὅτι ὁ φύλαρχος Ραϊσούλ, ἀφ' ἧς ἐφάνη εἰς Λονδίνον, ἐπιστροφῆς φρικωδῶς ἐκ τοῦ Περδικάρη ἐλεύθερος ἐνεργῶν ἀπειλὰς καὶ τάσσεται ὁ Ραϊσούλ.: [1110, 1729, 1344, 1908]
ad-reference: 5—10: [1362, 1053, 1398, 1067]
paragraph: Θέλετε νὰ σᾶς ποῦμε τώρα καὶ ποίας γράφει τὰς ἀνωτέρω ἀθλιότητας; Εἶνε ἡ ἰταλικὴ ἐφημερὶς «Πίκολο» συνεχίζεται τοῦ Ἀμβλυνίου καὶ τῶν Βυσουλλιέρων ἐν Ρόδῳ.: [333, 468, 601, 548]
paragraph: αὐτὸ σοῦ συνιστῶ ὑπομονήν. — Θὰ περιμένω εἶπεν ἡ ὡραία ἡ Ἀλκμήνη, καὶ τώρα χάριν σοῦ καλοῦ. Καὶ ὅμως ἀνεφώνησε ἡ ἀτυχὴς, ἀκόμη μίαν φορὰν τὸ σχέδιόν μου ἐματαιώθη, ἀλλὰ τὴν τελευταίαν νὰ ἴδωμεν τὸ ἀποτέλεσμα τῆς ἐνεργείας τοῦ λόρδου.: [872, 1729, 1097, 1875]
